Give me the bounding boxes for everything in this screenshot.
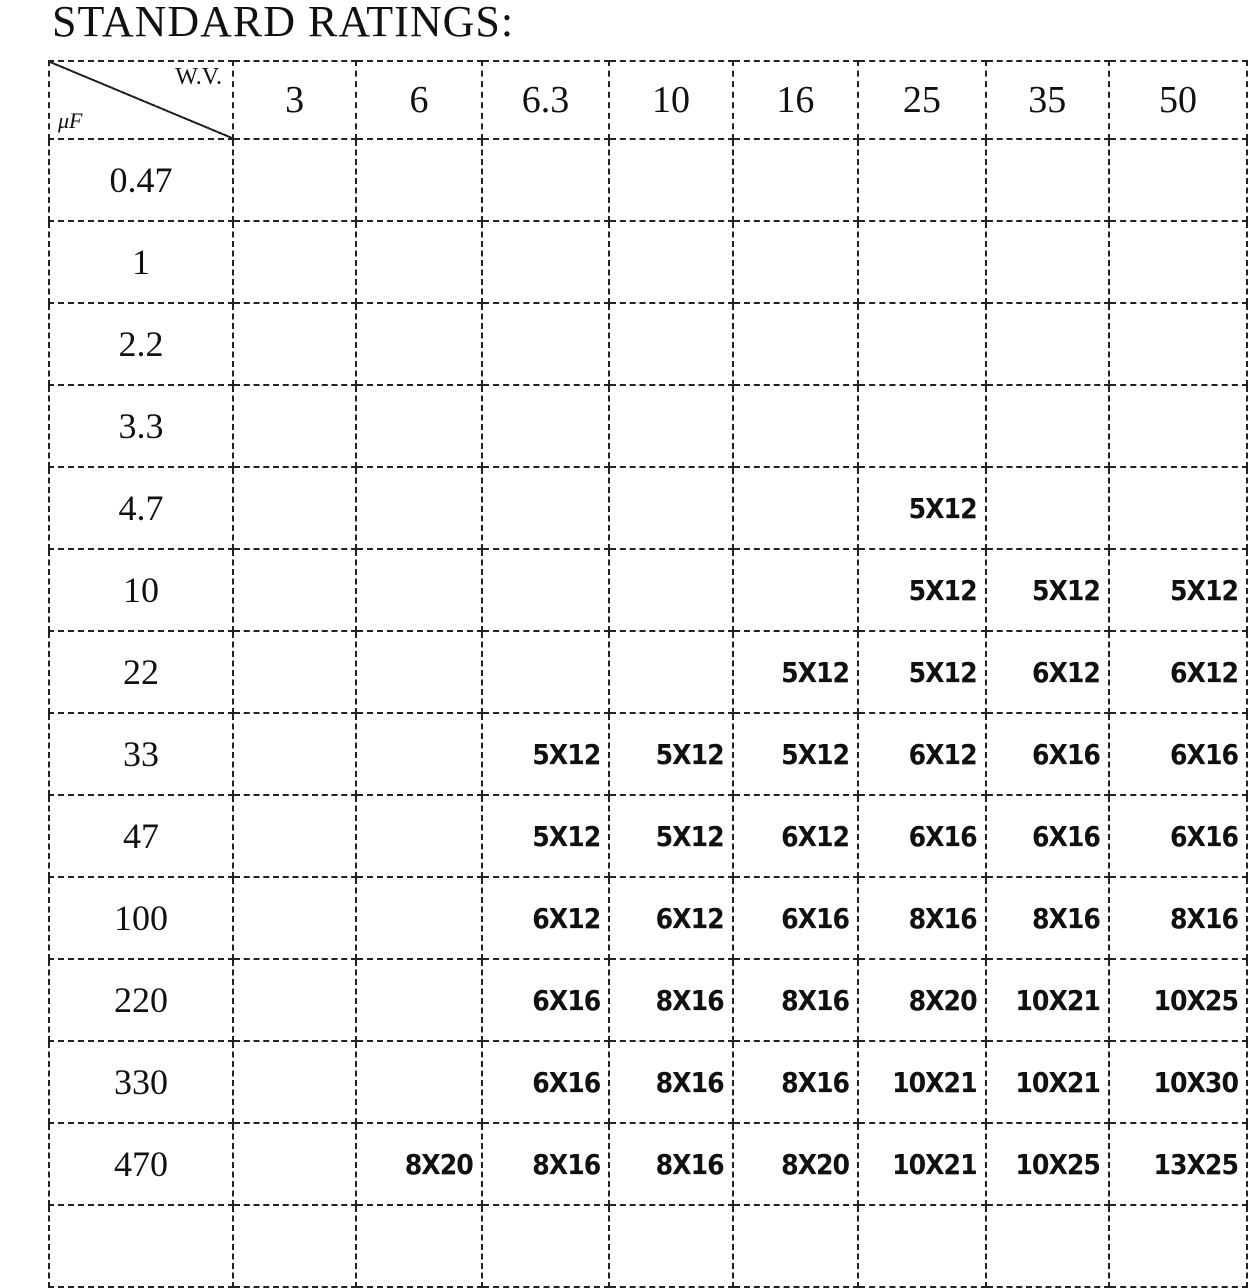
case-size-cell [356, 467, 481, 549]
case-size-cell: 6X12 [986, 631, 1109, 713]
case-size-cell: 5X12 [858, 467, 986, 549]
case-size-cell: 10X21 [858, 1123, 986, 1205]
case-size-cell [482, 385, 610, 467]
capacitance-label: μF [58, 108, 83, 133]
case-size-cell [233, 959, 356, 1041]
case-size-cell [609, 631, 732, 713]
case-size-cell [482, 549, 610, 631]
capacitance-cell: 4.7 [49, 467, 233, 549]
case-size-cell [482, 221, 610, 303]
standard-ratings-table [48, 60, 1248, 1288]
corner-header-cell [49, 61, 233, 139]
case-size-cell: 5X12 [858, 549, 986, 631]
case-size-cell [1109, 467, 1247, 549]
case-size-cell [986, 139, 1109, 221]
case-size-cell: 10X21 [858, 1041, 986, 1123]
voltage-header: 3 [233, 61, 356, 139]
case-size-cell: 10X25 [1109, 959, 1247, 1041]
capacitance-cell: 47 [49, 795, 233, 877]
case-size-cell [609, 385, 732, 467]
case-size-cell [986, 467, 1109, 549]
case-size-cell: 6X16 [1109, 713, 1247, 795]
working-voltage-label: W.V. [175, 64, 222, 90]
header-row [49, 61, 1247, 139]
table-row [49, 1205, 1247, 1287]
case-size-cell [482, 1205, 610, 1287]
case-size-cell: 8X16 [609, 1041, 732, 1123]
case-size-cell: 6X12 [1109, 631, 1247, 713]
case-size-cell: 8X16 [482, 1123, 610, 1205]
case-size-cell: 8X16 [858, 877, 986, 959]
case-size-cell: 10X25 [986, 1123, 1109, 1205]
case-size-cell [609, 1205, 732, 1287]
case-size-cell [233, 1041, 356, 1123]
table-row [49, 795, 1247, 877]
case-size-cell: 6X12 [609, 877, 732, 959]
case-size-cell [733, 1205, 858, 1287]
voltage-header: 50 [1109, 61, 1247, 139]
case-size-cell: 10X21 [986, 1041, 1109, 1123]
case-size-cell [482, 631, 610, 713]
voltage-header: 25 [858, 61, 986, 139]
voltage-header: 35 [986, 61, 1109, 139]
case-size-cell [482, 303, 610, 385]
case-size-cell: 6X16 [733, 877, 858, 959]
capacitance-cell: 470 [49, 1123, 233, 1205]
case-size-cell [609, 221, 732, 303]
case-size-cell: 5X12 [482, 795, 610, 877]
case-size-cell [233, 1205, 356, 1287]
capacitance-cell: 10 [49, 549, 233, 631]
case-size-cell [233, 877, 356, 959]
table-row [49, 877, 1247, 959]
case-size-cell [233, 303, 356, 385]
table-row [49, 303, 1247, 385]
table-row [49, 713, 1247, 795]
case-size-cell [356, 1041, 481, 1123]
case-size-cell [1109, 385, 1247, 467]
case-size-cell [858, 221, 986, 303]
case-size-cell: 5X12 [482, 713, 610, 795]
case-size-cell: 5X12 [1109, 549, 1247, 631]
case-size-cell [1109, 139, 1247, 221]
case-size-cell [233, 139, 356, 221]
case-size-cell [356, 713, 481, 795]
case-size-cell: 8X20 [733, 1123, 858, 1205]
case-size-cell [233, 221, 356, 303]
capacitance-cell: 22 [49, 631, 233, 713]
case-size-cell: 6X12 [733, 795, 858, 877]
capacitance-cell: 2.2 [49, 303, 233, 385]
table-row [49, 385, 1247, 467]
table-body [49, 139, 1247, 1287]
case-size-cell [233, 795, 356, 877]
capacitance-cell: 1 [49, 221, 233, 303]
case-size-cell: 10X21 [986, 959, 1109, 1041]
case-size-cell: 6X12 [858, 713, 986, 795]
case-size-cell: 5X12 [733, 713, 858, 795]
table-row [49, 549, 1247, 631]
capacitance-cell: 33 [49, 713, 233, 795]
table-row [49, 1041, 1247, 1123]
case-size-cell [233, 713, 356, 795]
table-row [49, 221, 1247, 303]
voltage-header: 6.3 [482, 61, 610, 139]
table-row [49, 139, 1247, 221]
case-size-cell: 8X16 [1109, 877, 1247, 959]
case-size-cell: 13X25 [1109, 1123, 1247, 1205]
case-size-cell [986, 221, 1109, 303]
case-size-cell [233, 467, 356, 549]
case-size-cell: 8X20 [858, 959, 986, 1041]
case-size-cell [733, 385, 858, 467]
case-size-cell [733, 303, 858, 385]
case-size-cell: 8X16 [609, 959, 732, 1041]
case-size-cell: 6X16 [986, 713, 1109, 795]
case-size-cell [858, 1205, 986, 1287]
case-size-cell [986, 303, 1109, 385]
case-size-cell: 6X16 [986, 795, 1109, 877]
case-size-cell [356, 303, 481, 385]
case-size-cell: 6X16 [482, 959, 610, 1041]
case-size-cell [609, 549, 732, 631]
case-size-cell: 6X12 [482, 877, 610, 959]
table-row [49, 1123, 1247, 1205]
case-size-cell [986, 1205, 1109, 1287]
case-size-cell: 8X20 [356, 1123, 481, 1205]
case-size-cell: 8X16 [733, 959, 858, 1041]
case-size-cell [733, 221, 858, 303]
case-size-cell [356, 139, 481, 221]
case-size-cell: 5X12 [858, 631, 986, 713]
case-size-cell [733, 549, 858, 631]
case-size-cell [733, 139, 858, 221]
case-size-cell [233, 549, 356, 631]
case-size-cell [233, 631, 356, 713]
case-size-cell: 10X30 [1109, 1041, 1247, 1123]
case-size-cell [482, 467, 610, 549]
case-size-cell [356, 795, 481, 877]
case-size-cell [986, 385, 1109, 467]
page-title: STANDARD RATINGS: [52, 0, 515, 46]
table-row [49, 467, 1247, 549]
case-size-cell [858, 385, 986, 467]
capacitance-cell: 100 [49, 877, 233, 959]
case-size-cell [356, 221, 481, 303]
table-row [49, 959, 1247, 1041]
case-size-cell [356, 385, 481, 467]
case-size-cell: 8X16 [986, 877, 1109, 959]
case-size-cell [233, 385, 356, 467]
capacitance-cell: 0.47 [49, 139, 233, 221]
case-size-cell: 8X16 [609, 1123, 732, 1205]
case-size-cell [609, 139, 732, 221]
case-size-cell [482, 139, 610, 221]
case-size-cell [356, 1205, 481, 1287]
case-size-cell [356, 877, 481, 959]
voltage-header: 10 [609, 61, 732, 139]
voltage-header: 6 [356, 61, 481, 139]
case-size-cell [1109, 221, 1247, 303]
case-size-cell [356, 959, 481, 1041]
case-size-cell [233, 1123, 356, 1205]
capacitance-cell [49, 1205, 233, 1287]
case-size-cell [858, 303, 986, 385]
case-size-cell: 5X12 [609, 713, 732, 795]
case-size-cell [609, 467, 732, 549]
capacitance-cell: 220 [49, 959, 233, 1041]
table-row [49, 631, 1247, 713]
case-size-cell [356, 631, 481, 713]
case-size-cell [609, 303, 732, 385]
voltage-header: 16 [733, 61, 858, 139]
case-size-cell: 8X16 [733, 1041, 858, 1123]
case-size-cell: 5X12 [986, 549, 1109, 631]
case-size-cell [858, 139, 986, 221]
case-size-cell [1109, 1205, 1247, 1287]
case-size-cell [733, 467, 858, 549]
case-size-cell: 6X16 [482, 1041, 610, 1123]
case-size-cell [356, 549, 481, 631]
case-size-cell: 5X12 [609, 795, 732, 877]
case-size-cell: 5X12 [733, 631, 858, 713]
case-size-cell [1109, 303, 1247, 385]
case-size-cell: 6X16 [858, 795, 986, 877]
case-size-cell: 6X16 [1109, 795, 1247, 877]
capacitance-cell: 330 [49, 1041, 233, 1123]
capacitance-cell: 3.3 [49, 385, 233, 467]
